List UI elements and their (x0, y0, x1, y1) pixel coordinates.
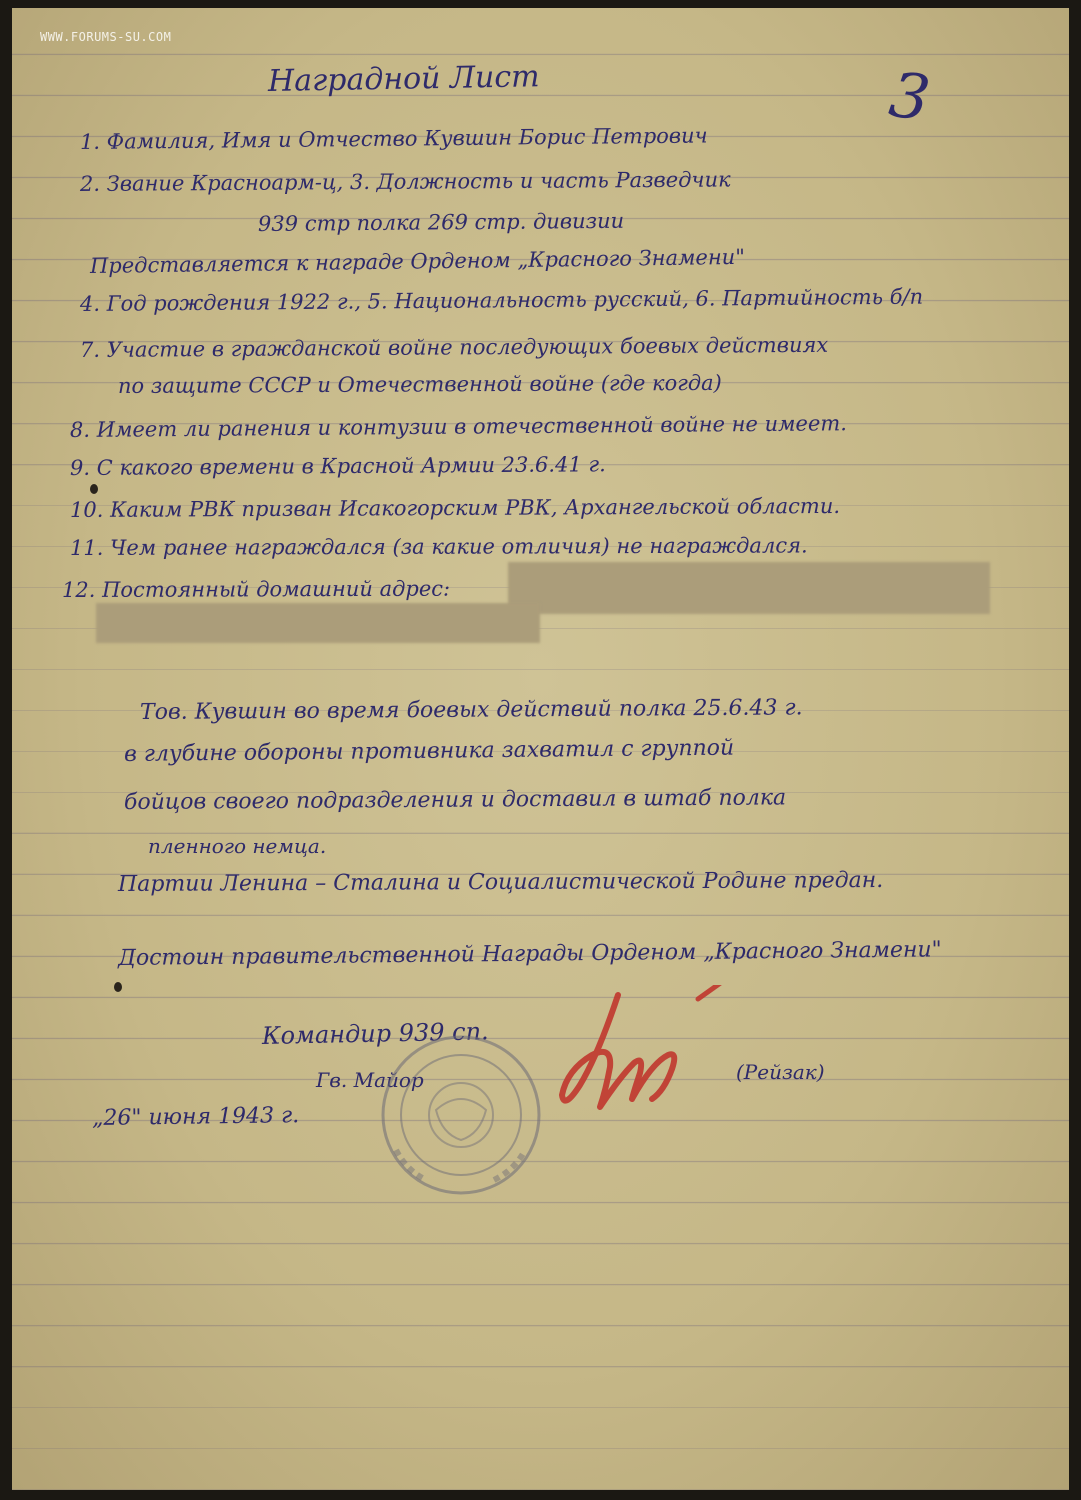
citation-line: бойцов своего подразделения и доставил в штаб полка (123, 785, 787, 815)
document-date: „26" июня 1943 г. (91, 1103, 300, 1131)
field-rank-position: 2. Звание Красноарм-ц, 3. Должность и часть Разведчик (79, 167, 731, 196)
redaction-box (508, 562, 990, 614)
field-unit: 939 стр полка 269 стр. дивизии (257, 208, 625, 236)
commander-title: Командир 939 сп. (261, 1017, 489, 1050)
scan-border (0, 1490, 1081, 1500)
field-participation-cont: по защите СССР и Отечественной войне (где когда) (117, 370, 722, 398)
field-service-since: 9. С какого времени в Красной Армии 23.6.41 г. (69, 452, 606, 480)
field-drafted-by: 10. Каким РВК призван Исакогорским РВК, Архангельской области. (69, 493, 841, 522)
citation-line: Партии Ленина – Сталина и Социалистической Родине предан. (117, 867, 884, 897)
document-title: Наградной Лист (267, 59, 540, 99)
punch-hole (90, 484, 98, 494)
citation-line: Тов. Кувшин во время боевых действий полка 25.6.43 г. (139, 695, 803, 725)
redaction-box (96, 603, 540, 643)
field-birth-nationality-party: 4. Год рождения 1922 г., 5. Национальность русский, 6. Партийность б/п (79, 284, 924, 316)
official-stamp (376, 1030, 546, 1200)
commander-name: (Рейзак) (736, 1060, 825, 1084)
watermark: WWW.FORUMS-SU.COM (40, 30, 172, 44)
scan-border (1069, 0, 1081, 1500)
field-nomination: Представляется к награде Орденом „Красного Знамени" (89, 244, 746, 278)
field-wounds: 8. Имеет ли ранения и контузии в отечественной войне не имеет. (69, 411, 848, 442)
citation-line: в глубине обороны противника захватил с группой (123, 735, 735, 767)
punch-hole (114, 982, 122, 992)
scan-border (0, 0, 1081, 8)
field-participation: 7. Участие в гражданской войне последующих боевых действиях (79, 332, 829, 362)
field-home-address: 12. Постоянный домашний адрес: (61, 576, 451, 602)
page-number: 3 (885, 57, 935, 136)
scan-border (0, 0, 12, 1500)
field-previous-awards: 11. Чем ранее награждался (за какие отличия) не награждался. (69, 533, 808, 560)
field-full-name: 1. Фамилия, Имя и Отчество Кувшин Борис Петрович (79, 123, 708, 154)
conclusion: Достоин правительственной Награды Орденом „Красного Знамени" (117, 937, 942, 971)
red-signature (548, 985, 738, 1155)
citation-line: пленного немца. (148, 834, 327, 858)
commander-rank: Гв. Майор (316, 1068, 424, 1092)
